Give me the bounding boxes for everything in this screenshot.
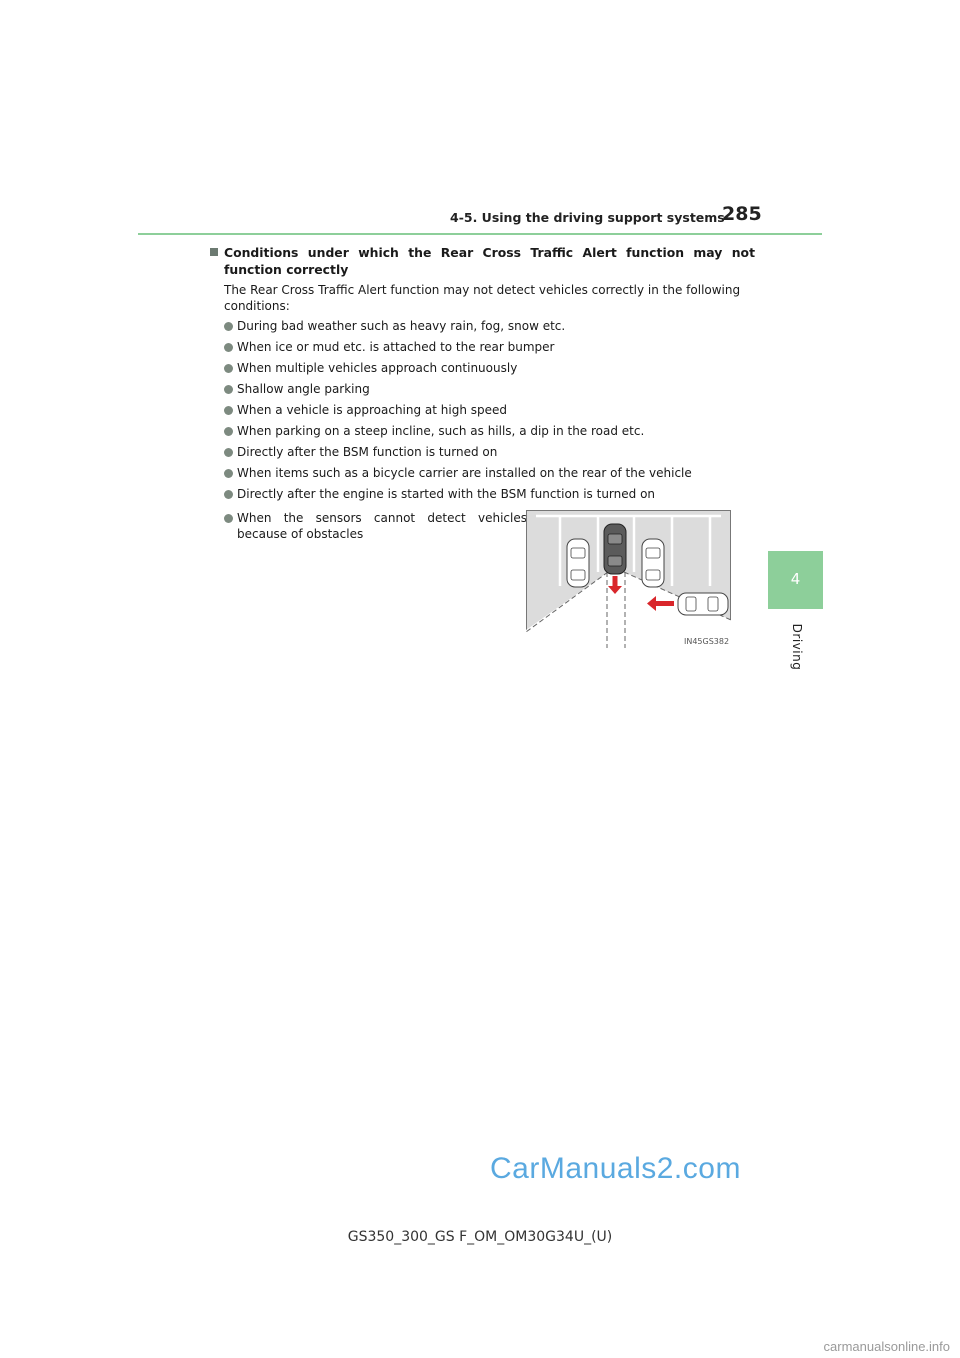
bullet-dot-icon xyxy=(224,490,233,499)
watermark-footer: carmanualsonline.info xyxy=(823,1339,950,1354)
bullet-dot-icon xyxy=(224,385,233,394)
document-code: GS350_300_GS F_OM_OM30G34U_(U) xyxy=(347,1229,613,1245)
square-bullet-icon xyxy=(210,248,218,256)
list-item xyxy=(224,465,755,481)
list-item xyxy=(224,360,755,376)
figure-code: IN45GS382 xyxy=(684,637,730,646)
parked-car-right xyxy=(642,539,664,587)
bullet-dot-icon xyxy=(224,427,233,436)
own-vehicle xyxy=(604,524,626,574)
list-item-text: During bad weather such as heavy rain, fog, snow etc. xyxy=(237,319,566,333)
section-title: 4-5. Using the driving support systems xyxy=(450,210,725,225)
bullet-dot-icon xyxy=(224,448,233,457)
list-item xyxy=(224,486,755,502)
watermark-logo: CarManuals2.com xyxy=(490,1152,741,1185)
list-item-text: When multiple vehicles approach continuously xyxy=(237,361,518,375)
bullet-dot-icon xyxy=(224,406,233,415)
list-item-text: When items such as a bicycle carrier are installed on the rear of the vehicle xyxy=(237,466,692,480)
list-item-text: When parking on a steep incline, such as hills, a dip in the road etc. xyxy=(237,424,645,438)
obstacle-bullet xyxy=(224,510,527,542)
page-number: 285 xyxy=(722,203,762,225)
list-item xyxy=(224,423,755,439)
obstacle-bullet-text: When the sensors cannot detect vehicles because of obstacles xyxy=(237,511,527,541)
list-item-text: When ice or mud etc. is attached to the rear bumper xyxy=(237,340,555,354)
bullet-dot-icon xyxy=(224,322,233,331)
list-item-text: Directly after the engine is started with the BSM function is turned on xyxy=(237,487,656,501)
main-content xyxy=(210,244,755,507)
bullet-dot-icon xyxy=(224,343,233,352)
intro-text: The Rear Cross Traffic Alert function may not detect vehicles correctly in the following conditions: xyxy=(224,283,741,313)
header-divider xyxy=(138,233,822,235)
condition-heading xyxy=(210,244,755,278)
condition-list xyxy=(210,318,755,502)
bullet-dot-icon xyxy=(224,364,233,373)
approaching-vehicle xyxy=(678,593,728,615)
list-item xyxy=(224,402,755,418)
list-item-text: When a vehicle is approaching at high speed xyxy=(237,403,508,417)
list-item-text: Directly after the BSM function is turned on xyxy=(237,445,498,459)
chapter-tab xyxy=(768,551,823,609)
parking-illustration xyxy=(526,510,731,648)
chapter-number: 4 xyxy=(790,570,801,588)
list-item xyxy=(224,318,755,334)
chapter-label: Driving xyxy=(790,623,804,671)
list-item xyxy=(224,339,755,355)
list-item xyxy=(224,444,755,460)
condition-heading-text: Conditions under which the Rear Cross Traffic Alert function may not function correctly xyxy=(224,245,755,277)
bullet-dot-icon xyxy=(224,514,233,523)
bullet-dot-icon xyxy=(224,469,233,478)
list-item-text: Shallow angle parking xyxy=(237,382,370,396)
list-item xyxy=(224,381,755,397)
chapter-label-wrap xyxy=(785,620,805,680)
parking-diagram-svg xyxy=(526,510,731,648)
parked-car-left xyxy=(567,539,589,587)
